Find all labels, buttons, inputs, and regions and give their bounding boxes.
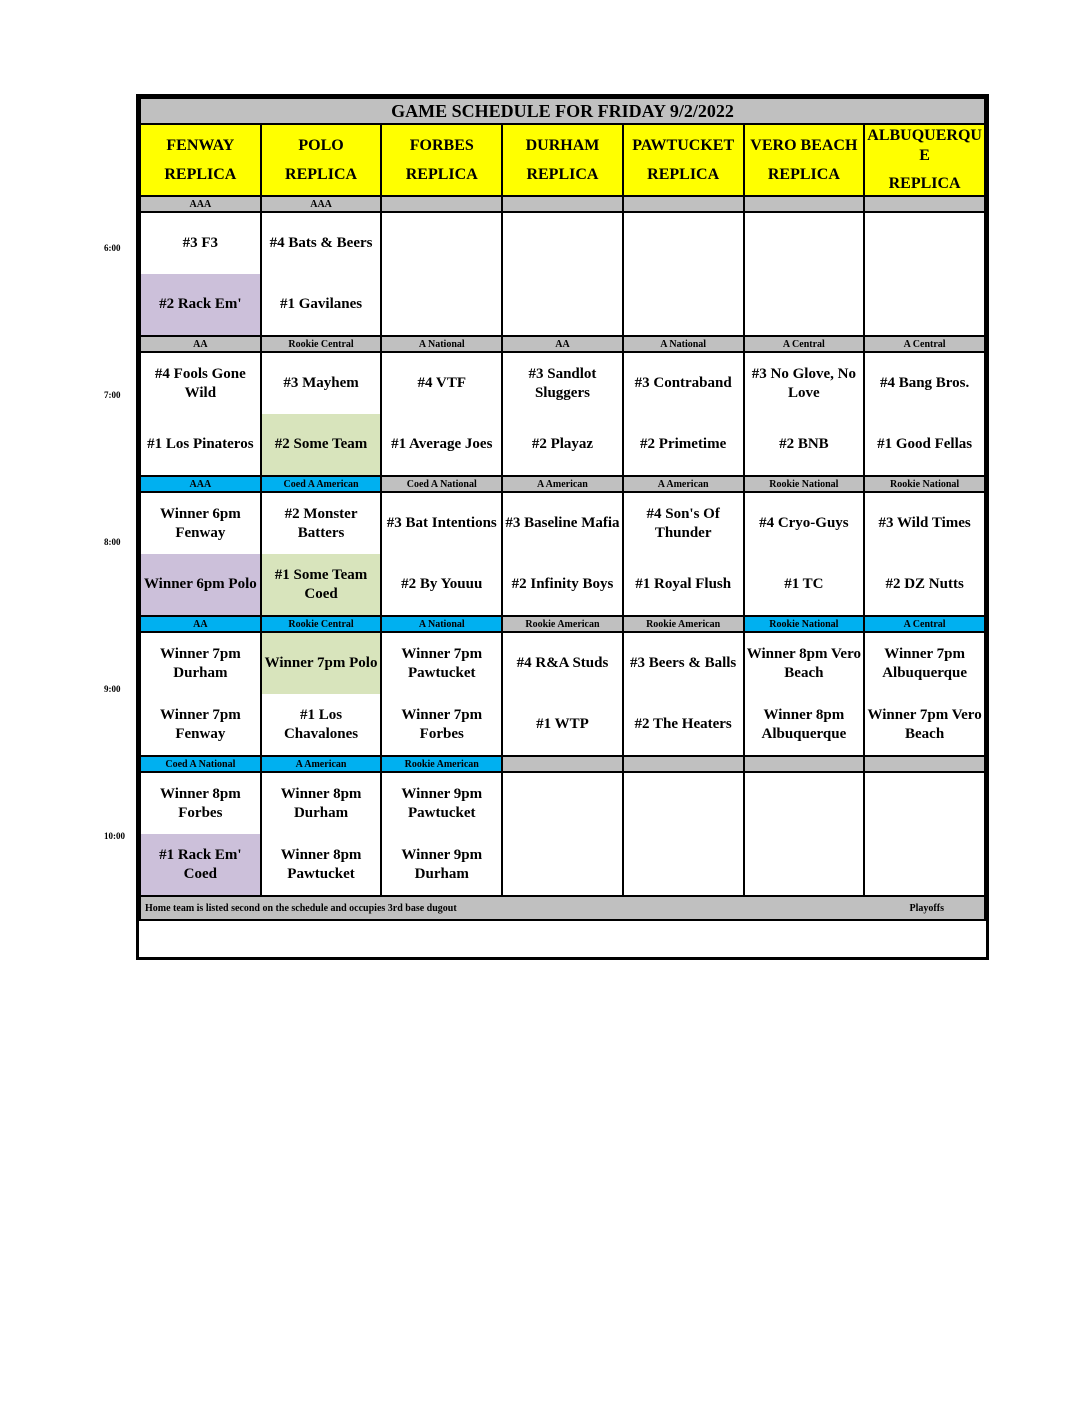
away-team-cell: #3 Sandlot Sluggers [502,352,623,414]
venue-header [744,124,865,196]
away-team-cell: #4 VTF [381,352,502,414]
division-cell [381,196,502,212]
away-team-cell: #3 Bat Intentions [381,492,502,554]
home-team-cell [502,274,623,336]
venue-sub: REPLICA [767,166,840,183]
venue-name: VERO BEACH [750,137,858,154]
away-team-cell: Winner 9pm Pawtucket [381,772,502,834]
home-team-cell [864,274,985,336]
schedule-table [139,97,986,921]
venue-header [623,124,744,196]
time-column [0,0,136,1408]
time-label-6: 6:00 [104,243,121,253]
schedule-grid [136,94,989,960]
venue-header [864,124,985,196]
away-team-cell: #3 Wild Times [864,492,985,554]
home-team-cell: #1 Average Joes [381,414,502,476]
venue-header [502,124,623,196]
division-cell [744,196,865,212]
venue-header [261,124,382,196]
home-team-cell: Winner 7pm Forbes [381,694,502,756]
division-cell: Rookie National [744,476,865,492]
away-team-cell: Winner 7pm Durham [140,632,261,694]
venue-header [140,124,261,196]
home-team-cell: #1 Los Chavalones [261,694,382,756]
away-team-cell: #3 Mayhem [261,352,382,414]
schedule-title: GAME SCHEDULE FOR FRIDAY 9/2/2022 [140,98,985,124]
division-cell [864,196,985,212]
division-cell: Rookie American [623,616,744,632]
division-cell: AA [140,336,261,352]
home-team-cell: #2 DZ Nutts [864,554,985,616]
home-team-cell: Winner 8pm Albuquerque [744,694,865,756]
division-cell [864,756,985,772]
division-cell: Coed A National [140,756,261,772]
away-team-cell: Winner 7pm Pawtucket [381,632,502,694]
home-team-cell: #2 BNB [744,414,865,476]
division-cell [502,196,623,212]
home-team-cell: #1 Royal Flush [623,554,744,616]
venue-name: ALBUQUERQUE [867,127,982,164]
away-team-cell: #4 Fools Gone Wild [140,352,261,414]
home-team-cell: #1 Los Pinateros [140,414,261,476]
playoffs-label: Playoffs [909,902,944,914]
division-cell [744,756,865,772]
division-cell: A Central [864,336,985,352]
home-team-cell: #2 By Youuu [381,554,502,616]
division-cell: A Central [744,336,865,352]
division-cell: AAA [140,476,261,492]
home-team-cell: #2 The Heaters [623,694,744,756]
away-team-cell [502,772,623,834]
away-team-cell [744,212,865,274]
away-team-cell: #4 Son's Of Thunder [623,492,744,554]
division-cell: A American [261,756,382,772]
home-team-cell: #2 Some Team [261,414,382,476]
division-cell: A American [502,476,623,492]
venue-header [381,124,502,196]
away-team-cell: Winner 7pm Polo [261,632,382,694]
division-cell [623,756,744,772]
home-team-cell: Winner 6pm Polo [140,554,261,616]
division-cell: Rookie American [502,616,623,632]
venue-name: FENWAY [166,137,235,154]
venue-sub: REPLICA [285,166,358,183]
venue-sub: REPLICA [164,166,237,183]
division-cell: Rookie Central [261,336,382,352]
division-cell: A Central [864,616,985,632]
venue-sub: REPLICA [405,166,478,183]
away-team-cell [623,212,744,274]
time-label-8: 8:00 [104,537,121,547]
home-team-note: Home team is listed second on the schedule and occupies 3rd base dugout [145,902,457,914]
venue-sub: REPLICA [647,166,720,183]
home-team-cell [623,274,744,336]
away-team-cell: #4 Bang Bros. [864,352,985,414]
division-cell: Rookie National [744,616,865,632]
time-label-10: 10:00 [104,831,125,841]
venue-sub: REPLICA [526,166,599,183]
division-cell: A National [623,336,744,352]
away-team-cell [623,772,744,834]
division-cell: AAA [261,196,382,212]
away-team-cell [744,772,865,834]
home-team-cell: Winner 7pm Vero Beach [864,694,985,756]
home-team-cell: #1 Rack Em' Coed [140,834,261,896]
home-team-cell: #2 Infinity Boys [502,554,623,616]
away-team-cell [864,212,985,274]
away-team-cell: Winner 8pm Durham [261,772,382,834]
away-team-cell: Winner 7pm Albuquerque [864,632,985,694]
time-label-7: 7:00 [104,390,121,400]
home-team-cell: #1 Good Fellas [864,414,985,476]
home-team-cell [623,834,744,896]
away-team-cell: #3 Beers & Balls [623,632,744,694]
time-label-9: 9:00 [104,684,121,694]
away-team-cell [864,772,985,834]
home-team-cell [864,834,985,896]
division-cell: AAA [140,196,261,212]
home-team-cell: Winner 7pm Fenway [140,694,261,756]
home-team-cell [744,834,865,896]
division-cell: Rookie National [864,476,985,492]
division-cell [623,196,744,212]
away-team-cell: #3 Baseline Mafia [502,492,623,554]
home-team-cell: #1 Some Team Coed [261,554,382,616]
away-team-cell [502,212,623,274]
away-team-cell: Winner 8pm Forbes [140,772,261,834]
venue-name: POLO [298,137,344,154]
away-team-cell: #3 Contraband [623,352,744,414]
venue-sub: REPLICA [888,175,961,192]
division-cell: AA [502,336,623,352]
venue-name: FORBES [409,137,474,154]
home-team-cell [744,274,865,336]
away-team-cell: #4 Cryo-Guys [744,492,865,554]
venue-name: DURHAM [525,137,600,154]
home-team-cell: #2 Playaz [502,414,623,476]
division-cell: Coed A National [381,476,502,492]
venue-name: PAWTUCKET [632,137,735,154]
home-team-cell [381,274,502,336]
away-team-cell: Winner 6pm Fenway [140,492,261,554]
home-team-cell: #2 Primetime [623,414,744,476]
away-team-cell: #4 R&A Studs [502,632,623,694]
home-team-cell: #1 Gavilanes [261,274,382,336]
home-team-cell: #1 WTP [502,694,623,756]
away-team-cell: Winner 8pm Vero Beach [744,632,865,694]
away-team-cell [381,212,502,274]
away-team-cell: #2 Monster Batters [261,492,382,554]
division-cell: Coed A American [261,476,382,492]
away-team-cell: #3 F3 [140,212,261,274]
home-team-cell: Winner 9pm Durham [381,834,502,896]
home-team-cell: #2 Rack Em' [140,274,261,336]
home-team-cell: Winner 8pm Pawtucket [261,834,382,896]
division-cell: Rookie Central [261,616,382,632]
away-team-cell: #4 Bats & Beers [261,212,382,274]
division-cell: AA [140,616,261,632]
division-cell: A National [381,616,502,632]
division-cell: A American [623,476,744,492]
away-team-cell: #3 No Glove, No Love [744,352,865,414]
home-team-cell [502,834,623,896]
division-cell: A National [381,336,502,352]
home-team-cell: #1 TC [744,554,865,616]
division-cell: Rookie American [381,756,502,772]
schedule-footer [140,896,985,920]
division-cell [502,756,623,772]
